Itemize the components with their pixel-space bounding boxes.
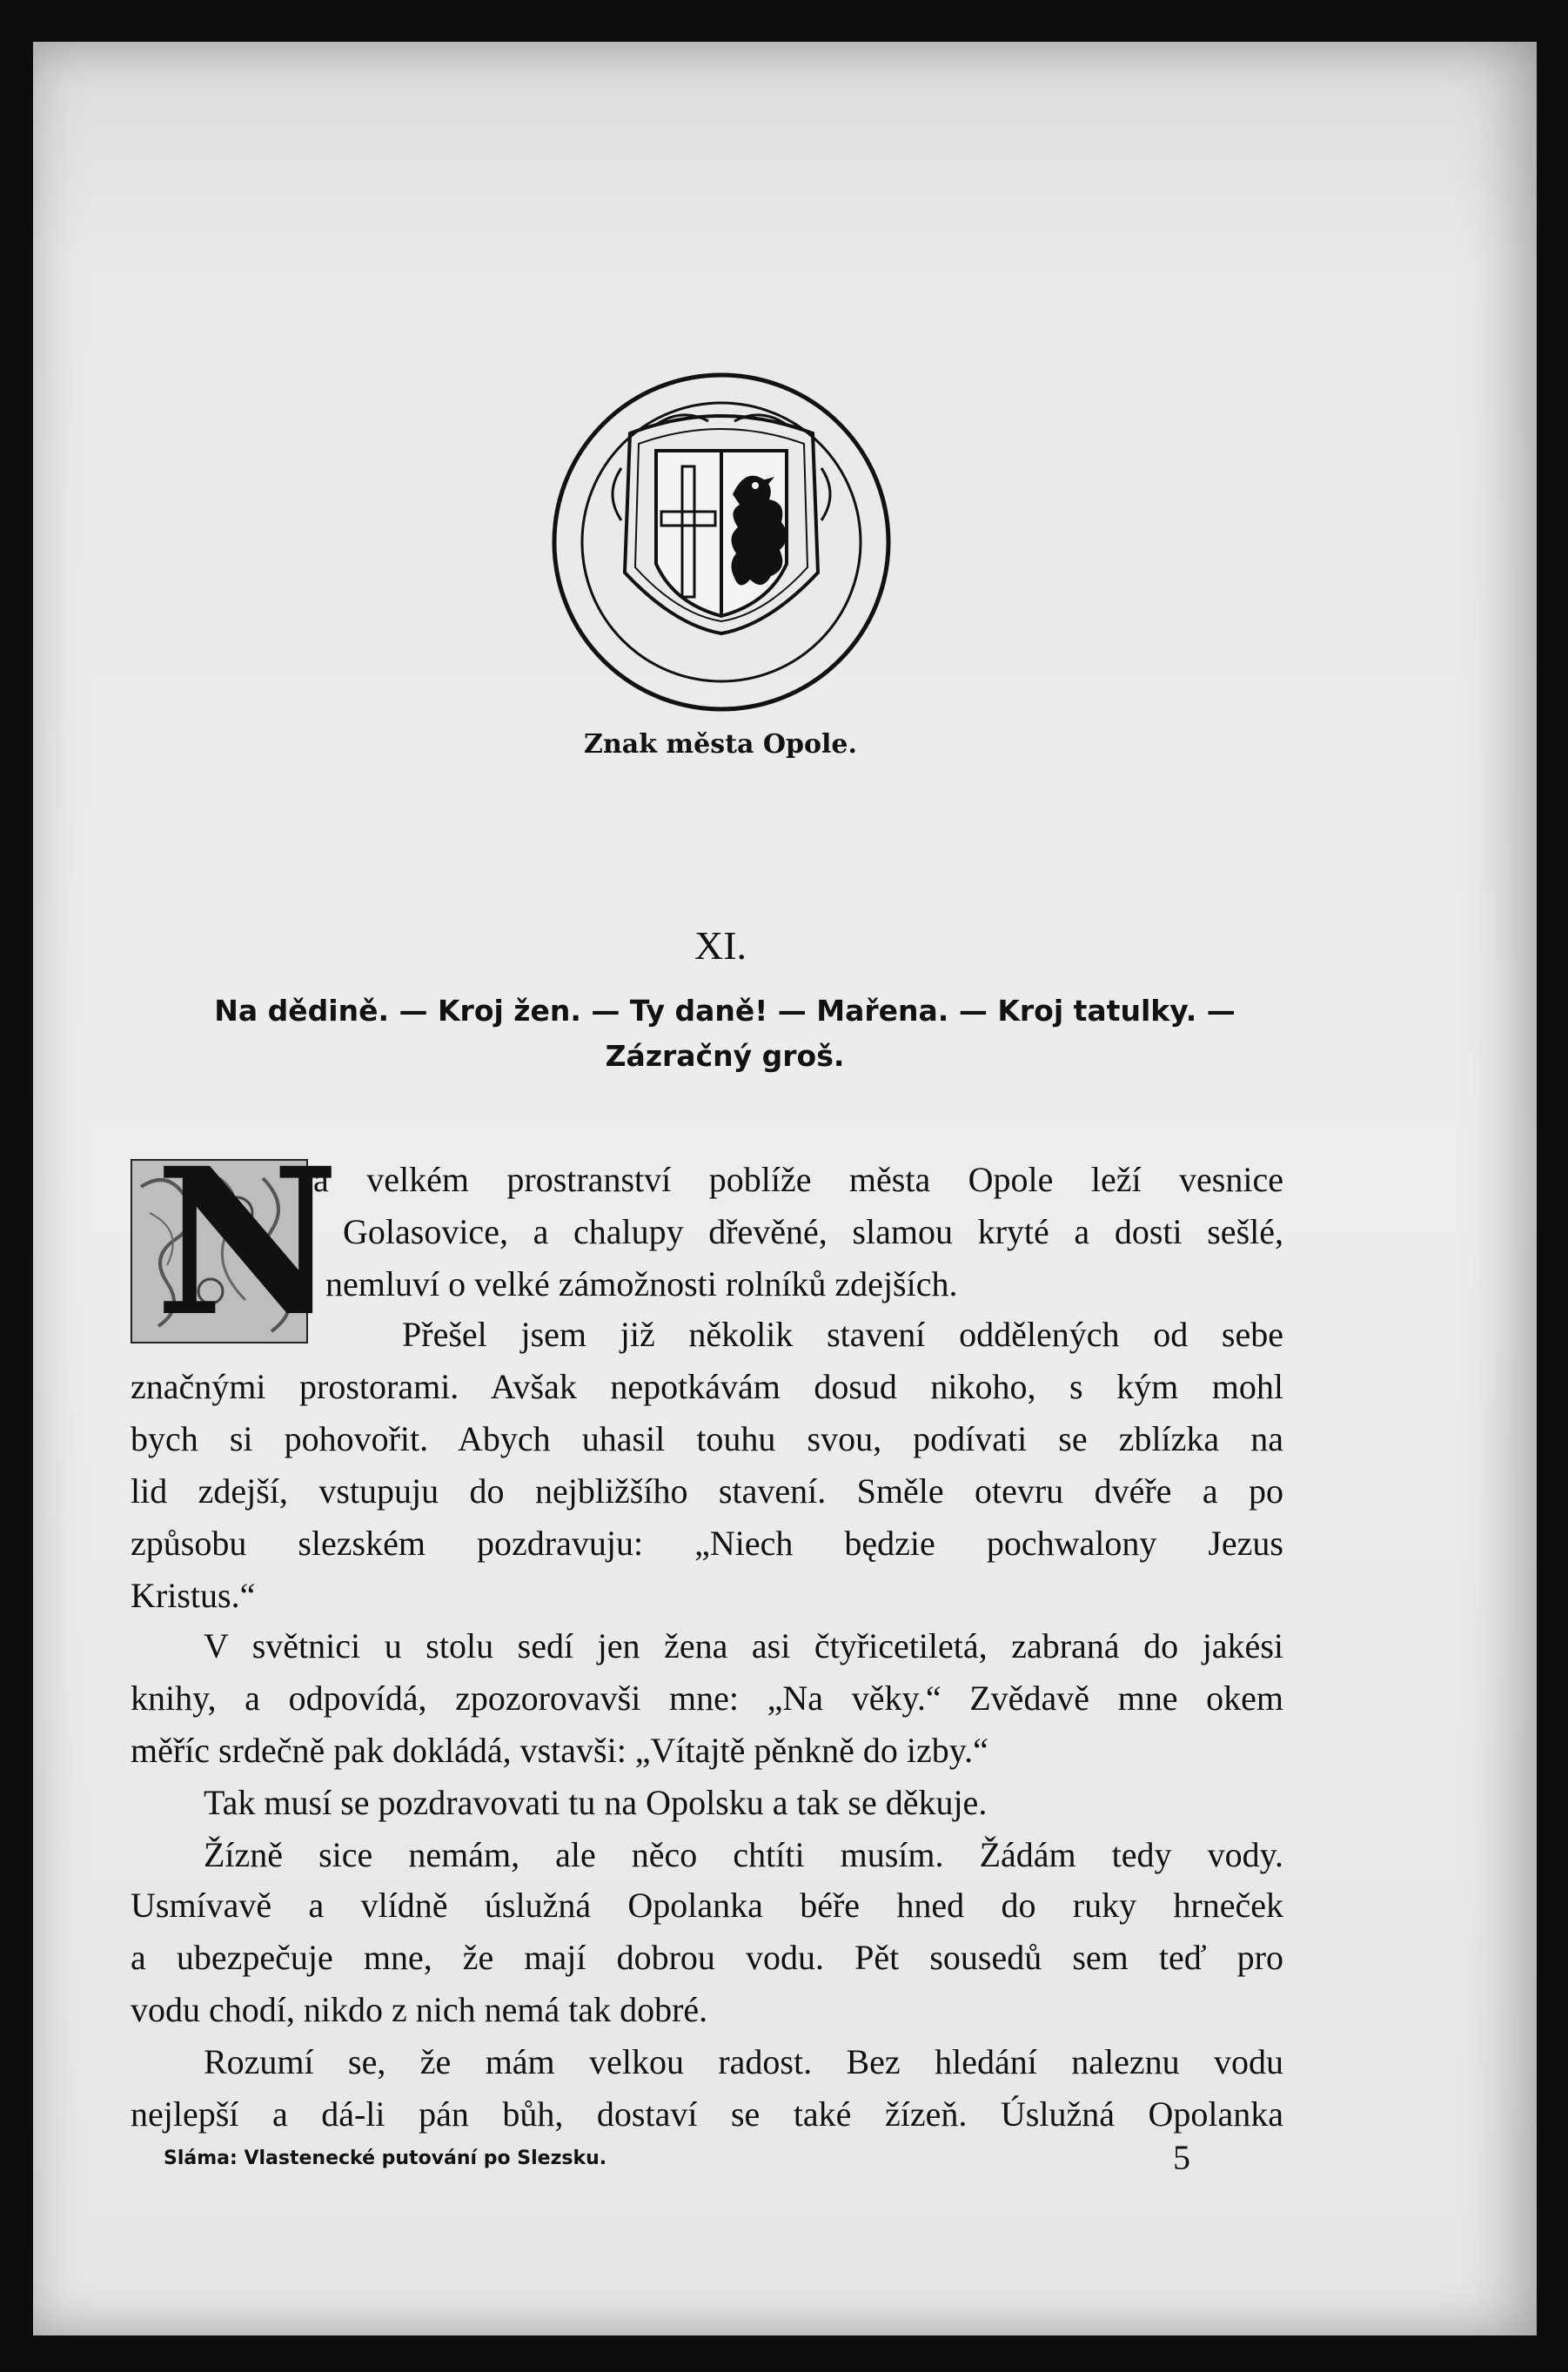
- text-line: bych si pohovořit. Abych uhasil touhu svou, podívati se zblízka na: [131, 1419, 1283, 1458]
- drop-cap-letter: N: [155, 1123, 340, 1361]
- book-page: [33, 42, 1537, 2335]
- text-line: V světnici u stolu sedí jen žena asi čtyřicetiletá, zabraná do jakési: [204, 1626, 1283, 1665]
- text-line: nejlepší a dá-li pán bůh, dostaví se také žízeň. Úslužná Opolanka: [131, 2094, 1283, 2134]
- page-number: 5: [1173, 2138, 1190, 2177]
- text-line: způsobu slezském pozdravuju: „Niech będzie pochwalony Jezus: [131, 1524, 1283, 1563]
- opole-coat-of-arms-emblem: [534, 364, 900, 712]
- text-line: vodu chodí, nikdo z nich nemá tak dobré.: [131, 1990, 708, 2029]
- chapter-summary: Na dědině. — Kroj žen. — Ty daně! — Mařena. — Kroj tatulky. — Zázračný groš.: [214, 994, 1236, 1073]
- text-line: nemluví o velké zámožnosti rolníků zdejších.: [325, 1264, 958, 1303]
- drop-cap-ornament: [131, 1123, 340, 1361]
- text-line: a ubezpečuje mne, že mají dobrou vodu. Pět sousedů sem teď pro: [131, 1938, 1283, 1977]
- text-line: lid zdejší, vstupuju do nejbližšího stavení. Směle otevru dvéře a po: [131, 1471, 1283, 1511]
- text-line: Přešel jsem již několik stavení oddělených od sebe: [402, 1315, 1283, 1354]
- text-line: Tak musí se pozdravovati tu na Opolsku a tak se děkuje.: [204, 1783, 988, 1822]
- text-line: Rozumí se, že mám velkou radost. Bez hledání naleznu vodu: [204, 2042, 1283, 2081]
- text-line: a velkém prostranství poblíže města Opole leží vesnice: [313, 1160, 1283, 1199]
- text-line: Golasovice, a chalupy dřevěné, slamou kryté a dosti sešlé,: [343, 1212, 1283, 1251]
- text-line: Žízně sice nemám, ale něco chtíti musím. Žádám tedy vody.: [204, 1835, 1283, 1874]
- text-line: značnými prostorami. Avšak nepotkávám dosud nikoho, s kým mohl: [131, 1367, 1283, 1406]
- text-line: Usmívavě a vlídně úslužná Opolanka béře hned do ruky hrneček: [131, 1886, 1283, 1925]
- text-line: Kristus.“: [131, 1576, 256, 1615]
- chapter-number: XI.: [694, 923, 747, 968]
- text-line: měříc srdečně pak dokládá, vstavši: „Vítajtě pěnkně do izby.“: [131, 1731, 988, 1770]
- emblem-caption: Znak města Opole.: [584, 729, 857, 760]
- footer-book-title: Sláma: Vlastenecké putování po Slezsku.: [164, 2148, 607, 2169]
- text-line: knihy, a odpovídá, zpozorovavši mne: „Na věky.“ Zvědavě mne okem: [131, 1678, 1283, 1718]
